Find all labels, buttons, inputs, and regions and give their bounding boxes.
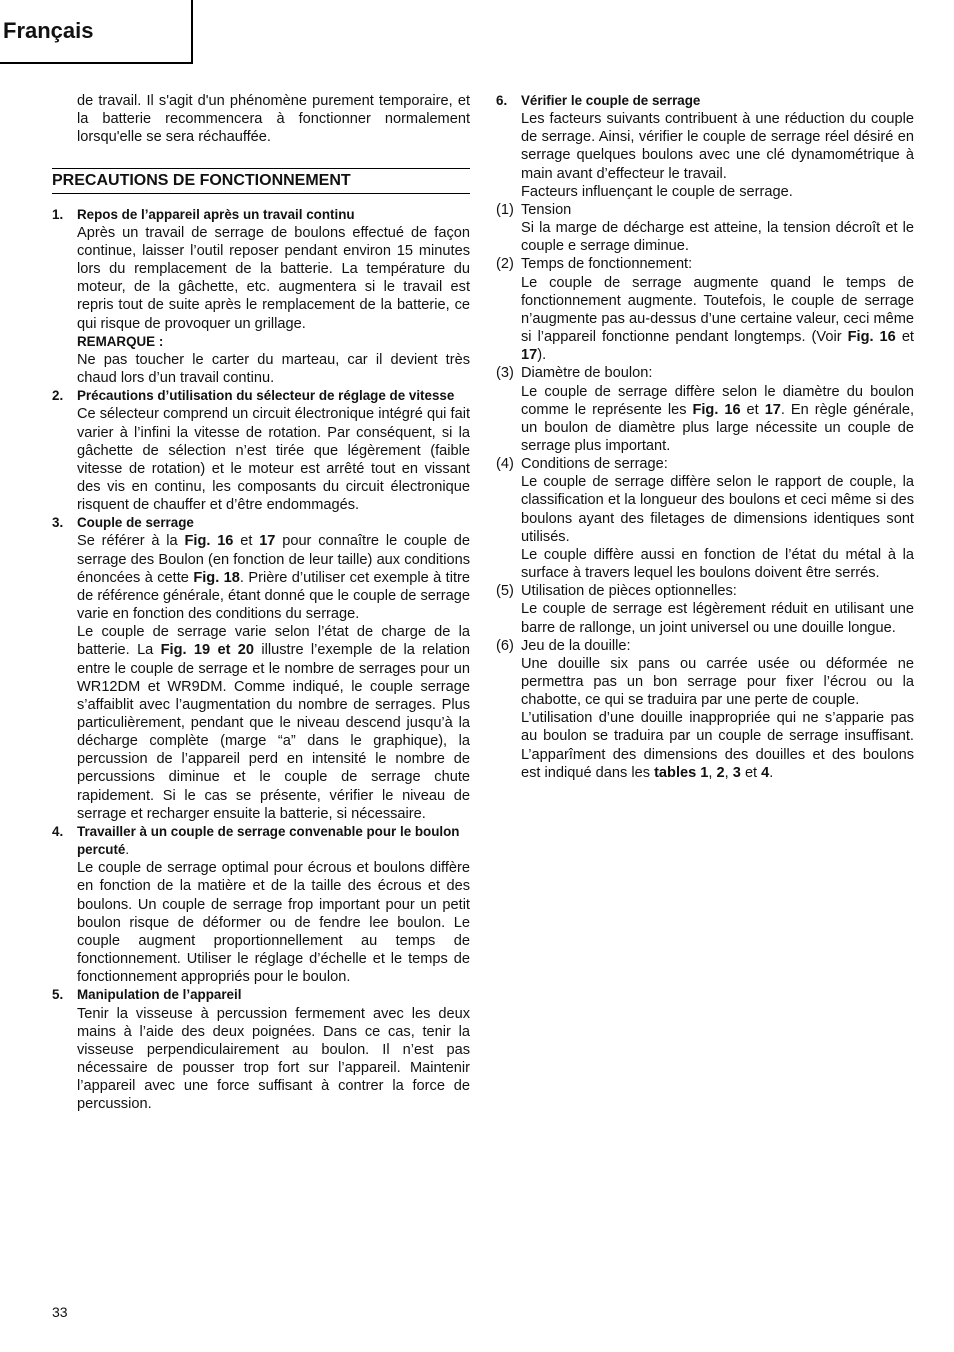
factor-4: (4) Conditions de serrage: — [496, 456, 668, 473]
note-label: REMARQUE : — [77, 333, 164, 349]
item-title-text: Vérifier le couple de serrage — [521, 93, 701, 108]
item-3-paragraph-1: Se référer à la Fig. 16 et 17 pour connaître le couple de serrage des Boulon (en fonction de leur taille) aux conditions énoncées à cette Fig. 18. Prière d’utiliser cet exemple à titre de référence générale, étant donné que le couple de serrage varie en fonction des conditions du serrage. — [77, 533, 471, 623]
factor-3-text: Le couple de serrage diffère selon le diamètre du boulon comme le représente les Fig. 16 et 17. En règle générale, un boulon de diamètre plus large nécessite un couple de serrage plus important. — [521, 383, 915, 454]
item-3-title — [52, 514, 470, 532]
item-number: 6. — [496, 93, 508, 108]
item-title-text: Manipulation de l’appareil — [77, 987, 242, 1003]
item-2-text: Ce sélecteur comprend un circuit électronique intégré qui fait varier à l’infini la vitesse de rotation. Par conséquent, si la gâchette de sélection n’est tirée que légèrement (faible vitesse de rotation) et le moteur est arrêté tout en vissant des vis en continu, les composants du circuit électronique risquent de chauffer et d’être endommagés. — [77, 406, 470, 514]
item-number: 5. — [52, 987, 64, 1003]
item-title-text: Travailler à un couple de serrage convenable pour le boulon percuté — [77, 823, 460, 858]
note-text: Ne pas toucher le carter du marteau, car il devient très chaud lors d’un travail continu. — [77, 351, 470, 387]
factor-6-text: Une douille six pans ou carrée usée ou déformée ne permettra pas un bon serrage pour fixer l’écrou ou la chabotte, ce qui se traduira par une perte de couple. — [521, 655, 914, 709]
factor-1-text: Si la marge de décharge est atteine, la tension décroît et le couple e serrage diminue. — [521, 220, 914, 255]
item-4-text: Le couple de serrage optimal pour écrous et boulons diffère en fonction de la matière et de la taille des écrous et des boulons. Un couple de serrage frop important pour un petit boulon risque de déformer ou de fendre lee boulon. Le couple augment proportionnellement au temps de fonctionnement. Utiliser le réglage d’échelle et le temps de fonctionnement appropriés pour le boulon. — [77, 860, 470, 986]
item-1-text: Après un travail de serrage de boulons effectué de façon continue, laisser l’outil reposer pendant environ 15 minutes lors du remplacement de la batterie. La température du moteur, de la gâchette, etc. augmentera si le travail est repris tout de suite après le remplacement de la batterie, ce qui risque de provoquer un grillage. — [77, 224, 470, 332]
item-title-text: Couple de serrage — [77, 515, 194, 531]
item-6-title — [496, 92, 914, 110]
factor-3: (3) Diamètre de boulon: — [496, 365, 653, 382]
item-number: 1. — [52, 206, 64, 222]
item-4-title: 4. Travailler à un couple de serrage convenable pour le boulon percuté. — [52, 823, 460, 858]
item-number: 2. — [52, 388, 64, 404]
factor-6-text-2: L’utilisation d’une douille inappropriée qui ne s’apparie pas au boulon se traduira par un couple de serrage insuffisant. L’apparîment des dimensions des douilles et des boulons est indiqué dans les tables 1, 2, 3 et 4. — [521, 710, 914, 781]
item-number: 4. — [52, 823, 64, 839]
language-tab — [0, 0, 193, 64]
item-number: 3. — [52, 515, 64, 531]
item-5-text: Tenir la visseuse à percussion fermement avec les deux mains à l’aide des deux poignées. Dans ce cas, tenir la visseuse perpendiculairement au boulon. Il n’est pas nécessaire de pousser trop fort sur l’appareil. Maintenir l’appareil avec une force suffisant à contrer la force de percussion. — [77, 1005, 470, 1113]
factor-2-text: Le couple de serrage augmente quand le temps de fonctionnement augmente. Toutefois, le couple de serrage n’augmente pas au-dessus d’une certaine valeur, ceci même si l’appareil fonctionne pendant longtemps. (Voir Fig. 16 et 17). — [521, 274, 914, 364]
intro-paragraph: de travail. Il s'agit d'un phénomène purement temporaire, et la batterie recommencera à fonctionner normalement lorsqu'elle se sera réchauffée. — [77, 93, 470, 146]
factor-6: (6) Jeu de la douille: — [496, 637, 631, 654]
item-6-text: Les facteurs suivants contribuent à une réduction du couple de serrage. Ainsi, vérifier le couple de serrage réel désiré en serrage quelques boulons avec une clé dynamométrique à main avant d’effecteur le travail. — [521, 111, 914, 182]
factor-4-text-2: Le couple diffère aussi en fonction de l’état du métal à la surface à travers lequel les boulons doivent être serrés. — [521, 546, 914, 582]
item-1-title — [52, 206, 470, 224]
section-title: PRECAUTIONS DE FONCTIONNEMENT — [52, 168, 470, 193]
page-number: 33 — [52, 1304, 68, 1320]
item-title-text: Repos de l’appareil après un travail continu — [77, 206, 355, 222]
factor-1: (1) Tension — [496, 201, 572, 218]
item-6-text-2: Facteurs influençant le couple de serrage. — [521, 183, 793, 200]
factor-5: (5) Utilisation de pièces optionnelles: — [496, 583, 737, 600]
factor-4-text: Le couple de serrage diffère selon le rapport de couple, la classification et la longueur des boulons et ceci même si des boulons ayant des filetages de dimensions identiques sont utilisés. — [521, 474, 914, 545]
language-label: Français — [3, 18, 94, 43]
item-5-title — [52, 986, 470, 1004]
right-column — [496, 92, 914, 782]
left-column — [52, 92, 470, 1113]
item-2-title — [52, 387, 470, 405]
item-title-text: Précautions d’utilisation du sélecteur de réglage de vitesse — [77, 388, 455, 404]
factor-2: (2) Temps de fonctionnement: — [496, 256, 693, 273]
item-3-paragraph-2: Le couple de serrage varie selon l’état de charge de la batterie. La Fig. 19 et 20 illustre l’exemple de la relation entre le couple de serrage et le nombre de serrages pour un WR12DM et WR9DM. Comme indiqué, le couple serrage s’affaiblit avec l’augmentation du nombre de serrages. Plus particulièrement, pendant que le niveau descend jusqu’à la décharge complète (marge “a” dans le graphique), la percussion de l’appareil perd en intensité le nombre de percussions diminue et le couple de serrage chute rapidement. Si le cas se présente, vérifier le niveau de serrage et recharger ensuite la batterie, si nécessaire. — [77, 624, 471, 822]
factor-5-text: Le couple de serrage est légèrement réduit en utilisant une barre de rallonge, un joint universel ou une douille longue. — [521, 601, 914, 636]
